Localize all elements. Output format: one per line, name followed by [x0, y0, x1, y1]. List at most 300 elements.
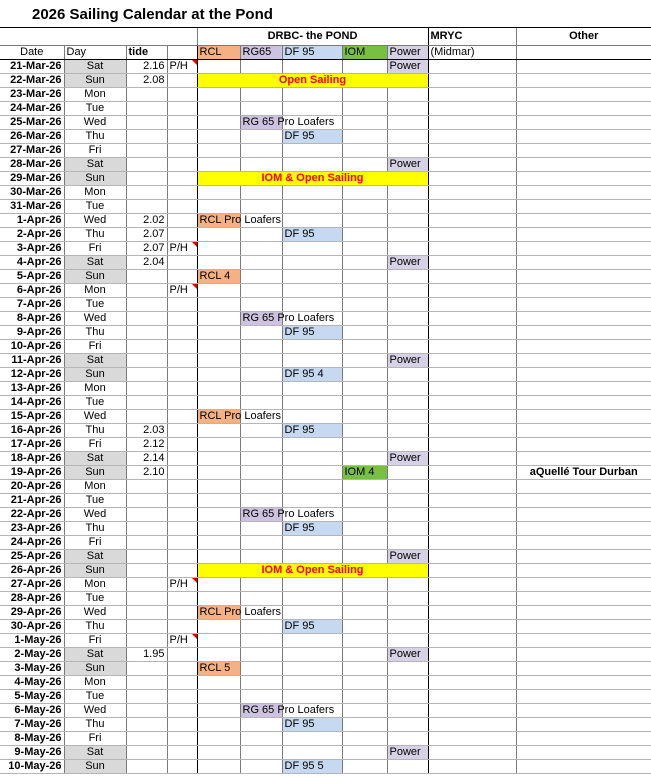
- ph-cell: [167, 466, 197, 480]
- date-cell: 9-May-26: [0, 746, 64, 760]
- mryc-cell: [428, 186, 516, 200]
- ph-cell: [167, 326, 197, 340]
- power-cell: Power: [387, 452, 428, 466]
- power-cell: [387, 704, 428, 718]
- date-cell: 26-Apr-26: [0, 564, 64, 578]
- df95-cell: [282, 578, 342, 592]
- date-cell: 2-Apr-26: [0, 228, 64, 242]
- date-cell: 22-Mar-26: [0, 74, 64, 88]
- other-cell: [516, 214, 651, 228]
- header-blank: [0, 28, 197, 46]
- iom-cell: [342, 508, 387, 522]
- rg65-cell: [240, 620, 282, 634]
- mryc-cell: [428, 382, 516, 396]
- table-row: [0, 676, 651, 690]
- other-cell: [516, 578, 651, 592]
- other-cell: [516, 228, 651, 242]
- mryc-cell: [428, 662, 516, 676]
- table-row: [0, 312, 651, 326]
- rg65-cell: [240, 550, 282, 564]
- tide-cell: [126, 676, 167, 690]
- mryc-cell: [428, 200, 516, 214]
- date-cell: 24-Apr-26: [0, 536, 64, 550]
- day-cell: Wed: [64, 312, 126, 326]
- rg65-cell: [240, 452, 282, 466]
- table-row: [0, 214, 651, 228]
- day-cell: Tue: [64, 494, 126, 508]
- table-row: [0, 522, 651, 536]
- mryc-cell: [428, 74, 516, 88]
- date-cell: 23-Mar-26: [0, 88, 64, 102]
- tide-cell: 2.12: [126, 438, 167, 452]
- mryc-cell: [428, 536, 516, 550]
- df95-cell: [282, 620, 342, 634]
- rcl-cell: [197, 466, 240, 480]
- mryc-cell: [428, 284, 516, 298]
- date-cell: 5-Apr-26: [0, 270, 64, 284]
- other-cell: [516, 760, 651, 774]
- date-cell: 10-May-26: [0, 760, 64, 774]
- iom-cell: [342, 214, 387, 228]
- date-cell: 9-Apr-26: [0, 326, 64, 340]
- tide-cell: [126, 158, 167, 172]
- other-cell: [516, 88, 651, 102]
- table-row: [0, 718, 651, 732]
- rcl-cell: [197, 144, 240, 158]
- date-cell: 11-Apr-26: [0, 354, 64, 368]
- tide-cell: [126, 326, 167, 340]
- header-iom: IOM: [342, 46, 387, 60]
- power-cell: [387, 116, 428, 130]
- df95-cell: [282, 648, 342, 662]
- power-cell: [387, 340, 428, 354]
- iom-cell: [342, 256, 387, 270]
- mryc-cell: [428, 760, 516, 774]
- date-cell: 16-Apr-26: [0, 424, 64, 438]
- rcl-cell: [197, 116, 240, 130]
- df95-cell-text: DF 95: [284, 718, 315, 730]
- tide-cell: [126, 592, 167, 606]
- tide-cell: 2.08: [126, 74, 167, 88]
- ph-cell: [167, 200, 197, 214]
- table-row: [0, 102, 651, 116]
- header-row-groups: [0, 28, 651, 46]
- day-cell: Sat: [64, 746, 126, 760]
- day-cell: Thu: [64, 424, 126, 438]
- df95-cell-text: DF 95: [284, 620, 315, 632]
- date-cell: 2-May-26: [0, 648, 64, 662]
- other-cell: [516, 732, 651, 746]
- rcl-cell: [197, 704, 240, 718]
- rcl-cell: [197, 592, 240, 606]
- iom-cell: [342, 284, 387, 298]
- power-cell: [387, 214, 428, 228]
- date-cell: 5-May-26: [0, 690, 64, 704]
- rg65-cell: [240, 746, 282, 760]
- other-cell: [516, 480, 651, 494]
- date-cell: 21-Mar-26: [0, 60, 64, 74]
- df95-cell-text: DF 95: [284, 424, 315, 436]
- rcl-cell: [197, 312, 240, 326]
- rg65-cell: [240, 466, 282, 480]
- other-cell: [516, 550, 651, 564]
- power-cell: [387, 186, 428, 200]
- table-row: [0, 606, 651, 620]
- ph-cell: [167, 256, 197, 270]
- table-row: [0, 172, 651, 186]
- tide-cell: [126, 522, 167, 536]
- other-cell: [516, 242, 651, 256]
- day-cell: Mon: [64, 480, 126, 494]
- power-cell: Power: [387, 550, 428, 564]
- rcl-cell: [197, 494, 240, 508]
- day-cell: Thu: [64, 718, 126, 732]
- mryc-cell: [428, 466, 516, 480]
- iom-cell: [342, 718, 387, 732]
- rcl-cell-text: RCL Pro Loafers: [199, 606, 282, 618]
- df95-cell: [282, 452, 342, 466]
- day-cell: Wed: [64, 606, 126, 620]
- df95-cell: [282, 718, 342, 732]
- power-cell: [387, 634, 428, 648]
- ph-cell: [167, 312, 197, 326]
- tide-cell: [126, 662, 167, 676]
- day-cell: Wed: [64, 116, 126, 130]
- iom-cell: [342, 438, 387, 452]
- date-cell: 18-Apr-26: [0, 452, 64, 466]
- tide-cell: [126, 270, 167, 284]
- iom-cell: [342, 452, 387, 466]
- date-cell: 31-Mar-26: [0, 200, 64, 214]
- rg65-cell: [240, 256, 282, 270]
- tide-cell: [126, 508, 167, 522]
- rcl-cell: [197, 620, 240, 634]
- rcl-cell: [197, 88, 240, 102]
- rg65-cell: [240, 242, 282, 256]
- rg65-cell: [240, 200, 282, 214]
- date-cell: 25-Apr-26: [0, 550, 64, 564]
- page-title: 2026 Sailing Calendar at the Pond: [0, 0, 651, 28]
- table-row: [0, 88, 651, 102]
- rg65-cell: [240, 494, 282, 508]
- rcl-cell: [197, 284, 240, 298]
- table-row: [0, 396, 651, 410]
- other-cell: [516, 592, 651, 606]
- rg65-cell: [240, 354, 282, 368]
- date-cell: 8-Apr-26: [0, 312, 64, 326]
- day-cell: Mon: [64, 284, 126, 298]
- ph-cell: [167, 508, 197, 522]
- df95-cell: [282, 242, 342, 256]
- rg65-cell-text: RG 65 Pro Loafers: [242, 508, 335, 520]
- other-cell: [516, 102, 651, 116]
- header-other-blank: [516, 46, 651, 60]
- mryc-cell: [428, 690, 516, 704]
- df95-cell: [282, 228, 342, 242]
- table-row: [0, 648, 651, 662]
- ph-cell: [167, 424, 197, 438]
- other-cell: [516, 620, 651, 634]
- date-cell: 27-Mar-26: [0, 144, 64, 158]
- rg65-cell: [240, 578, 282, 592]
- power-cell: [387, 424, 428, 438]
- ph-cell: P/H: [167, 578, 197, 592]
- other-cell: [516, 284, 651, 298]
- header-df95: DF 95: [282, 46, 342, 60]
- mryc-cell: [428, 494, 516, 508]
- iom-cell: [342, 298, 387, 312]
- df95-cell: [282, 186, 342, 200]
- mryc-cell: [428, 172, 516, 186]
- rg65-cell: [240, 284, 282, 298]
- table-row: [0, 592, 651, 606]
- date-cell: 13-Apr-26: [0, 382, 64, 396]
- ph-cell: [167, 172, 197, 186]
- df95-cell: [282, 130, 342, 144]
- rg65-cell: [240, 508, 335, 522]
- ph-cell: [167, 410, 197, 424]
- tide-cell: 2.07: [126, 242, 167, 256]
- ph-cell: [167, 158, 197, 172]
- calendar-table: [0, 28, 651, 774]
- other-cell: [516, 634, 651, 648]
- power-cell: [387, 326, 428, 340]
- rg65-cell: [240, 760, 282, 774]
- ph-cell: [167, 270, 197, 284]
- power-cell: [387, 228, 428, 242]
- header-day: Day: [64, 46, 126, 60]
- other-cell: [516, 690, 651, 704]
- header-power: Power: [387, 46, 428, 60]
- tide-cell: [126, 494, 167, 508]
- day-cell: Wed: [64, 704, 126, 718]
- other-cell: [516, 676, 651, 690]
- df95-cell: [282, 410, 342, 424]
- ph-cell: [167, 452, 197, 466]
- date-cell: 29-Mar-26: [0, 172, 64, 186]
- other-cell: [516, 648, 651, 662]
- df95-cell: [282, 690, 342, 704]
- tide-cell: [126, 578, 167, 592]
- table-row: [0, 60, 651, 74]
- rcl-cell: [197, 522, 240, 536]
- df95-cell: [282, 200, 342, 214]
- day-cell: Fri: [64, 340, 126, 354]
- iom-cell: [342, 368, 387, 382]
- rcl-cell-text: RCL Pro Loafers: [199, 214, 282, 226]
- tide-cell: [126, 606, 167, 620]
- rg65-cell: [240, 396, 282, 410]
- mryc-cell: [428, 438, 516, 452]
- tide-cell: [126, 88, 167, 102]
- day-cell: Fri: [64, 144, 126, 158]
- other-cell: [516, 158, 651, 172]
- iom-cell: [342, 732, 387, 746]
- rg65-cell: [240, 340, 282, 354]
- date-cell: 3-May-26: [0, 662, 64, 676]
- ph-cell: P/H: [167, 242, 197, 256]
- ph-cell: [167, 676, 197, 690]
- table-row: [0, 130, 651, 144]
- df95-cell: [282, 340, 342, 354]
- ph-cell: [167, 88, 197, 102]
- day-cell: Thu: [64, 620, 126, 634]
- iom-cell: [342, 312, 387, 326]
- ph-cell: [167, 746, 197, 760]
- rg65-cell: [240, 662, 282, 676]
- other-cell: [516, 200, 651, 214]
- tide-cell: 2.16: [126, 60, 167, 74]
- df95-cell: [282, 592, 342, 606]
- rcl-cell: [197, 424, 240, 438]
- df95-cell-text: DF 95: [284, 522, 315, 534]
- date-cell: 28-Mar-26: [0, 158, 64, 172]
- tide-cell: [126, 102, 167, 116]
- rcl-cell: [197, 508, 240, 522]
- df95-cell-text: DF 95: [284, 326, 315, 338]
- df95-cell: [282, 536, 342, 550]
- tide-cell: [126, 200, 167, 214]
- iom-cell: [342, 592, 387, 606]
- rg65-cell: [240, 88, 282, 102]
- day-cell: Sun: [64, 662, 126, 676]
- df95-cell: [282, 102, 342, 116]
- rcl-cell: [197, 326, 240, 340]
- table-row: [0, 256, 651, 270]
- table-row: [0, 284, 651, 298]
- ph-cell: [167, 690, 197, 704]
- rg65-cell: [240, 130, 282, 144]
- power-cell: [387, 298, 428, 312]
- iom-cell: [342, 60, 387, 74]
- iom-cell: [342, 88, 387, 102]
- rg65-cell: [240, 648, 282, 662]
- rcl-cell: [197, 256, 240, 270]
- ph-cell: [167, 550, 197, 564]
- ph-cell: [167, 564, 197, 578]
- iom-cell: [342, 144, 387, 158]
- day-cell: Fri: [64, 242, 126, 256]
- mryc-cell: [428, 578, 516, 592]
- date-cell: 15-Apr-26: [0, 410, 64, 424]
- power-cell: [387, 312, 428, 326]
- other-cell: [516, 536, 651, 550]
- tide-cell: [126, 746, 167, 760]
- tide-cell: 2.10: [126, 466, 167, 480]
- power-cell: [387, 102, 428, 116]
- table-row: [0, 368, 651, 382]
- df95-cell: [282, 550, 342, 564]
- df95-cell: [282, 746, 342, 760]
- power-cell: [387, 536, 428, 550]
- rg65-cell: [240, 144, 282, 158]
- df95-cell: [282, 88, 342, 102]
- power-cell: [387, 662, 428, 676]
- day-cell: Mon: [64, 88, 126, 102]
- power-cell: [387, 522, 428, 536]
- tide-cell: [126, 634, 167, 648]
- mryc-cell: [428, 522, 516, 536]
- df95-cell: [282, 144, 342, 158]
- tide-cell: [126, 354, 167, 368]
- power-cell: Power: [387, 60, 428, 74]
- header-ph: [167, 46, 197, 60]
- table-row: [0, 354, 651, 368]
- power-cell: [387, 144, 428, 158]
- day-cell: Sun: [64, 564, 126, 578]
- day-cell: Tue: [64, 592, 126, 606]
- tide-cell: [126, 760, 167, 774]
- mryc-cell: [428, 634, 516, 648]
- rcl-cell: [197, 676, 240, 690]
- df95-cell: [282, 284, 342, 298]
- df95-cell: [282, 326, 342, 340]
- df95-cell: [282, 214, 342, 228]
- rg65-cell: [240, 536, 282, 550]
- date-cell: 26-Mar-26: [0, 130, 64, 144]
- rg65-cell: [240, 676, 282, 690]
- ph-cell: [167, 354, 197, 368]
- table-row: [0, 536, 651, 550]
- df95-cell: [282, 760, 342, 774]
- mryc-cell: [428, 102, 516, 116]
- day-cell: Tue: [64, 690, 126, 704]
- ph-cell: [167, 396, 197, 410]
- mryc-cell: [428, 130, 516, 144]
- iom-cell: [342, 494, 387, 508]
- other-cell: [516, 186, 651, 200]
- mryc-cell: [428, 676, 516, 690]
- mryc-cell: [428, 270, 516, 284]
- power-cell: [387, 592, 428, 606]
- rg65-cell: [240, 480, 282, 494]
- date-cell: 29-Apr-26: [0, 606, 64, 620]
- df95-cell: [282, 466, 342, 480]
- day-cell: Thu: [64, 228, 126, 242]
- date-cell: 28-Apr-26: [0, 592, 64, 606]
- power-cell: [387, 480, 428, 494]
- other-cell: [516, 564, 651, 578]
- other-cell: [516, 438, 651, 452]
- mryc-cell: [428, 620, 516, 634]
- ph-cell: [167, 102, 197, 116]
- table-row: [0, 466, 651, 480]
- date-cell: 24-Mar-26: [0, 102, 64, 116]
- other-cell: [516, 396, 651, 410]
- date-cell: 6-May-26: [0, 704, 64, 718]
- day-cell: Sat: [64, 354, 126, 368]
- rcl-cell-text: RCL 5: [199, 662, 231, 674]
- rcl-cell: [197, 382, 240, 396]
- day-cell: Sun: [64, 760, 126, 774]
- table-row: [0, 480, 651, 494]
- rcl-cell: [197, 536, 240, 550]
- day-cell: Fri: [64, 536, 126, 550]
- df95-cell: [282, 354, 342, 368]
- iom-cell: [342, 620, 387, 634]
- mryc-cell: [428, 354, 516, 368]
- iom-cell: [342, 116, 387, 130]
- power-cell: [387, 620, 428, 634]
- df95-cell: [282, 368, 342, 382]
- iom-cell: [342, 648, 387, 662]
- rg65-cell: [240, 116, 335, 130]
- mryc-cell: [428, 550, 516, 564]
- rg65-cell: [240, 704, 335, 718]
- rcl-cell: [197, 690, 240, 704]
- rcl-cell: [197, 270, 240, 284]
- ph-cell: [167, 228, 197, 242]
